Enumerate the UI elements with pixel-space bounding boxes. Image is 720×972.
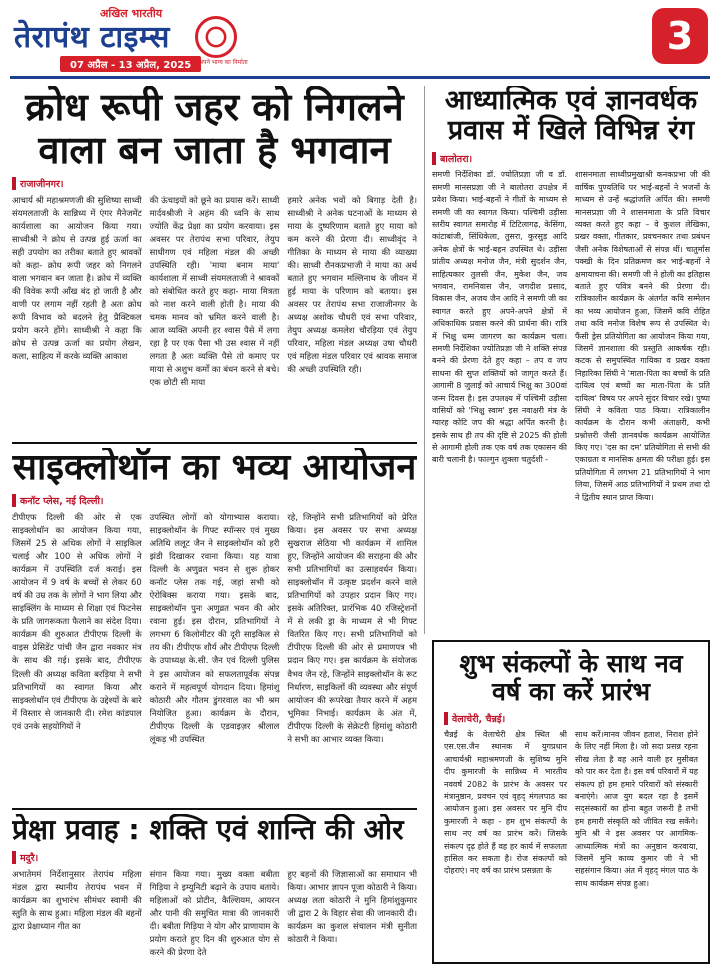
story-cyclothon-headline: साइक्लोथॉन का भव्य आयोजन xyxy=(12,448,417,488)
story-navvarsh-col-2: साथ करें।मानव जीवन हताश, निराश होने के लिए नहीं मिला है। जो सदा प्रसन्न रहना सीख लेता है वह आने वाली हर मुसीबत को पार कर देता है। इस वर्ष परिवारों में यह संकल्प हो हम हमारे परिवारों को संस्कारी बनाएंगे। आज युग बदल रहा है इसमें सद्संस्कारों का होना बहुत जरूरी है तभी हम हमारी संस्कृति को जीवित रख सकेंगे। मुनि श्री ने इस अवसर पर आगमिक-आध्यात्मिक मंत्रों का अनुष्ठान करवाया, जिसमें मुनि काव्य कुमार जी ने भी सहसंगान किया। अंत में वृहद् मंगल पाठ के साथ कार्यक्रम संपन्न हुआ। xyxy=(575,730,698,888)
story-navvarsh-body xyxy=(444,729,698,890)
story-krodh-dateline: राजाजीनगर। xyxy=(12,177,63,190)
story-navvarsh-col-1: चैन्नई के वेलाचेरी क्षेत्र स्थित श्री एस.एस.जैन स्थानक में युगप्रधान आचार्यश्री महाश्रमणजी के सुशिष्य मुनि दीप कुमारजी के सान्निध्य में भारतीय नववर्ष 2082 के प्रारंभ के अवसर पर मंत्रानुष्ठान, प्रवचन एवं वृहद् मंगलपाठ का आयोजन हुआ। इस अवसर पर मुनि दीप कुमारजी ने कहा - हम शुभ संकल्पों के साथ नए वर्ष का प्रारंभ करें। जिसके संकल्प दृढ़ होते हैं वह हर कार्य में सफलता हासिल कर सकता है। रोज संकल्पों को दोहराएं। नए वर्ष का प्रारंभ प्रसन्नता के xyxy=(444,730,567,876)
story-pravas xyxy=(432,86,710,634)
column-divider xyxy=(424,86,425,634)
story-navvarsh xyxy=(432,640,710,964)
story-pravas-dateline: बालोतरा। xyxy=(432,152,472,165)
terapanth-logo-icon xyxy=(195,16,237,58)
section-rule xyxy=(12,442,417,444)
logo-tagline: मैं हूँ अपने भाग्य का निर्माता xyxy=(188,59,248,66)
story-preksha-col-3: हुए बहनों की जिज्ञासाओं का समाधान भी किया। आभार ज्ञापन पूजा कोठारी ने किया। अध्यक्ष लता कोठारी ने मुनि हिमांशुकुमार जी द्वारा 2 के विहार सेवा की जानकारी दी। कार्यक्रम का कुशल संचालन मंत्री सुनीता कोठारी ने किया। xyxy=(287,869,417,945)
story-cyclothon-dateline: कनॉट प्लेस, नई दिल्ली। xyxy=(12,494,104,507)
masthead-prefix: अखिल भारतीय xyxy=(100,7,163,20)
story-krodh xyxy=(12,86,417,438)
masthead-rule xyxy=(10,76,710,79)
section-rule xyxy=(12,808,417,810)
story-pravas-body xyxy=(432,169,710,504)
story-krodh-col-2: की ऊंचाइयों को छूने का प्रयास करें। साध्वी मार्दवश्रीजी ने अहंम की ध्वनि के साथ ज्योति केंद्र प्रेक्षा का प्रयोग करवाया। इस अवसर पर तेरापंथ सभा परिवार, तेयुप साधीगण एवं महिला मंडल की अच्छी उपस्थिति रही। 'माया बनाम माया' कार्यशाला में साध्वी संयमलताजी ने श्रावकों को संबोधित करते हुए कहा- माया मित्रता को नाश करने वाली होती है। माया की चमक मानव को भ्रमित करने वाली है। आज व्यक्ति अपनी हर श्वास पैसे में लगा रहा है पर एक पैसा भी उस श्वास में नहीं लगता है अतः व्यक्ति पैसे तो कमाए पर माया से अशुभ कर्मों का बंधन करने से बचे। एक छोटी सी माया xyxy=(149,195,280,388)
story-preksha-dateline: मदुरै। xyxy=(12,851,38,864)
story-cyclothon-col-3: रहे, जिन्होंने सभी प्रतिभागियों को प्रेरित किया। इस अवसर पर सभा अध्यक्ष सुखराज सेठिया भी कार्यक्रम में शामिल हुए, जिन्होंने आयोजन की सराहना की और सभी प्रतिभागियों का उत्साहवर्धन किया। साइक्लोथॉन में उत्कृष्ट प्रदर्शन करने वाले प्रतिभागियों को उपहार प्रदान किए गए। इसके अतिरिक्त, प्रारंभिक 40 रजिस्ट्रेशनों में से लकी ड्रा के माध्यम से भी गिफ्ट वितरित किए गए। सभी प्रतिभागियों को टीपीएफ दिल्ली की ओर से प्रमाणपत्र भी प्रदान किए गए। इस कार्यक्रम के संयोजक वैभव जैन रहे, जिन्होंने साइक्लोथॉन के रूट निर्धारण, साइकिलों की व्यवस्था और संपूर्ण आयोजन की रूपरेखा तैयार करने में अहम भूमिका निभाई। कार्यक्रम के अंत में, टीपीएफ दिल्ली के सेक्रेटरी हिमांशु कोठारी ने सभी का आभार व्यक्त किया। xyxy=(287,512,417,744)
story-preksha xyxy=(12,814,417,966)
masthead-title: तेरापंथ टाइम्स xyxy=(14,20,170,55)
story-pravas-col-2: शासनमाता साध्वीप्रमुखाश्री कनकप्रभा जी की वार्षिक पुण्यतिथि पर भाई-बहनों ने भजनों के माध्यम से उन्हें श्रद्धांजलि अर्पित की। समणी मानसप्रज्ञा जी ने शासनमाता के प्रति विचार व्यक्त करते हुए कहा – वे कुशल लेखिका, प्रखर वक्ता, गीतकार, प्रवचनकार तथा प्रबंधन जैसी अनेक विशेषताओं से संपन्न थीं। चातुर्मास पक्खी के दिन प्रतिक्रमण कर भाई-बहनों ने क्षमायाचना की। समणी जी ने होली का इतिहास बताते हुए पवित्र बनने की प्रेरणा दी। रात्रिकालीन कार्यक्रम के अंतर्गत कवि सम्मेलन का भव्य आयोजन हुआ, जिसमें कवि रोहित तथा कवि मनोज विशेष रूप से उपस्थित थे। फैंसी ड्रेस प्रतियोगिता का आयोजन किया गया, जिसमें ज्ञानशाला की प्रस्तुति आकर्षक रही। कटक से समुपस्थित गायिका व प्रखर वक्ता निहारिका सिंघी ने 'माता-पिता का बच्चों के प्रति दायित्व एवं बच्चों का माता-पिता के प्रति दायित्व' विषय पर अपने सुंदर विचार रखे। पुष्पा सिंघी ने कविता पाठ किया। रात्रिकालीन कार्यक्रम के दौरान कभी अंताक्षरी, कभी प्रश्नोत्तरी जैसी ज्ञानवर्धक कार्यक्रम आयोजित किए गए। 'दस का दम' प्रतियोगिता से सभी की एकाग्रता व मानसिक क्षमता की परीक्षा हुई। इस प्रतियोगिता में लगभग 21 प्रतिभागियों ने भाग लिया, जिसमें आठ प्रतिभागियों ने प्रथम तथा दो ने द्वितीय स्थान प्राप्त किया। xyxy=(575,170,710,502)
story-krodh-body xyxy=(12,194,417,389)
story-preksha-headline: प्रेक्षा प्रवाह : शक्ति एवं शान्ति की ओर xyxy=(12,814,404,846)
story-preksha-col-1: अभातेममं निर्देशानुसार तेरापंथ महिला मंडल द्वारा स्थानीय तेरापंथ भवन में कार्यक्रम का शुभारंभ सीमंधर स्वामी की स्तुति के साथ हुआ। महिला मंडल की बहनों द्वारा प्रेक्षाध्यान गीत का xyxy=(12,869,142,932)
issue-dates: 07 अप्रैल - 13 अप्रैल, 2025 xyxy=(60,56,201,72)
story-cyclothon-body xyxy=(12,511,417,745)
story-cyclothon xyxy=(12,448,417,803)
story-pravas-headline: आध्यात्मिक एवं ज्ञानवर्धक प्रवास में खिले विभिन्न रंग xyxy=(444,86,698,147)
story-krodh-col-1: आचार्य श्री महाश्रमणजी की सुशिष्या साध्वी संयमलताजी के सान्निध्य में एंगर मैनेजमेंट कार्यशाला का आयोजन किया गया। साध्वीश्री ने क्रोध से उत्पन्न हुई ऊर्जा का सही उपयोग का तरीका बताते हुए श्रावकों को कहा- क्रोध रूपी जहर को निगलने वाला भगवान बन जाता है। क्रोध में व्यक्ति की विवेक रूपी आँख बंद हो जाती है और वाणी पर लगाम नहीं रहती है अतः क्रोध रूपी विभाव को बदलने हेतु प्रैक्टिकल प्रयोग करने होंगे। साध्वीश्री ने कहा कि क्रोध से उत्पन्न ऊर्जा का प्रयोग लेखन, कला, साहित्य में करके व्यक्ति आकाश xyxy=(12,195,142,362)
story-preksha-col-2: संगान किया गया। मुख्य वक्ता बबीता गिड़िया ने इम्युनिटी बढ़ाने के उपाय बताये। महिलाओं को प्रोटीन, कैल्शियम, आयरन और पानी की समुचित मात्रा की जानकारी दी। बबीता गिड़िया ने योग और प्राणायाम के प्रयोग कराते हुए दिन की शुरुआत योग से करने की प्रेरणा देते xyxy=(149,869,280,958)
story-krodh-col-3: हमारे अनेक भवों को बिगाड़ देती है। साध्वीश्री ने अनेक घटनाओं के माध्यम से माया के दुष्परिणाम बताते हुए माया को कम करने की प्रेरणा दी। साध्वीवृंद ने गीतिका के माध्यम से माया की व्याख्या की। साध्वी रौनकप्रभाजी ने माया का अर्थ बताते हुए भगवान मल्लिनाथ के जीवन में हुई माया के परिणाम को बताया। इस अवसर पर तेरापंथ सभा राजाजीनगर के अध्यक्ष अशोक चौधरी एवं सभा परिवार, तेयुप अध्यक्ष कमलेश चौरड़िया एवं तेयुप परिवार, महिला मंडल अध्यक्ष उषा चौधरी एवं महिला मंडल परिवार एवं श्रावक समाज की अच्छी उपस्थिति रही। xyxy=(287,195,417,375)
story-navvarsh-headline: शुभ संकल्पों के साथ नव वर्ष का करें प्रारंभ xyxy=(459,649,683,706)
story-navvarsh-dateline: वेलाचेरी, चैन्नई। xyxy=(444,712,505,725)
story-preksha-body xyxy=(12,868,417,959)
story-cyclothon-col-1: टीपीएफ दिल्ली की ओर से एक साइक्लोथॉन का आयोजन किया गया, जिसमें 25 से अधिक लोगों ने साइकिल चलाई और 100 से अधिक लोगों ने कार्यक्रम में उपस्थिति दर्ज कराई। इस आयोजन में 9 वर्ष के बच्चों से लेकर 60 वर्ष की उम्र तक के लोगों ने भाग लिया और साइक्लिंग के माध्यम से शिक्षा एवं फिटनेस के प्रति जागरूकता फैलाने का संदेश दिया। कार्यक्रम की शुरुआत टीपीएफ दिल्ली के वाइस प्रेसिडेंट पांची जैन द्वारा नवकार मंत्र के साथ की गई। इसके बाद, टीपीएफ दिल्ली की अध्यक्ष कविता बरड़िया ने सभी प्रतिभागियों का स्वागत किया और साइक्लोथॉन एवं टीपीएफ के उद्देश्यों के बारे में विस्तार से जानकारी दी। रमेश कांडपाल एवं उनके सहयोगियों ने xyxy=(12,512,142,731)
masthead xyxy=(0,0,720,76)
story-pravas-col-1: समणी निर्देशिका डॉ. ज्योतिप्रज्ञा जी व डॉ. समणी मानसप्रज्ञा जी ने बालोतरा उपक्षेत्र में प्रवेश किया। भाई-बहनों ने गीतों के माध्यम से समणी जी का स्वागत किया। पश्चिमी उड़ीसा स्तरीय स्वागत समारोह में टिटिलागढ़, केसिंगा, कांटाबांजी, सिंधिकेला, तुसरा, कुरसुड़ आदि अनेक क्षेत्रों के भाई-बहन उपस्थित थे। उड़ीसा प्रांतीय अध्यक्ष मनोज जैन, मंत्री सुदर्शन जैन, साहित्यकार तुलसी जैन, मुकेश जैन, जय भगवान, रामनिवास जैन, जगदीश प्रसाद, विकास जैन, अजय जैन आदि ने समणी जी का स्वागत करते हुए अपने-अपने क्षेत्रों में अधिकाधिक प्रवास करने की प्रार्थना की। रात्रि में भिक्षु धम्म जागरण का कार्यक्रम चला। समणी निर्देशिका ज्योतिप्रज्ञा जी ने शक्ति संपन्न बनने की प्रेरणा देते हुए कहा – तप व जप साधना की सुप्त शक्तियों को जागृत करते हैं। आगामी 8 जुलाई को आचार्य भिक्षु का 300वां जन्म दिवस है। इस उपलक्ष्य में पश्चिमी उड़ीसा वासियों को 'भिक्षु स्वाम' इस नवाक्षरी मंत्र के ग्यारह कोटि जप की श्रद्धा अर्पित करनी है। इसके साथ ही तप की दृष्टि से 2025 की होली से आगामी होली तक एक वर्ष तक एकासन की बारी चलानी है। फाल्गुन शुक्ला चतुर्दशी - xyxy=(432,170,567,465)
story-cyclothon-col-2: उपस्थित लोगों को योगाभ्यास कराया। साइक्लोथॉन के गिफ्ट स्पॉन्सर एवं मुख्य अतिथि ललूट जैन ने साइक्लोथॉन को हरी झंडी दिखाकर रवाना किया। यह यात्रा दिल्ली के अणुव्रत भवन से शुरू होकर कनॉट प्लेस तक गई, जहां सभी को ऐरोबिक्स कराया गया। इसके बाद, साइक्लोथॉन पुनः अणुव्रत भवन की ओर रवाना हुई। इस दौरान, प्रतिभागियों ने लगभग 6 किलोमीटर की दूरी साइकिल से तय की। टीपीएफ शौर्य और टीपीएफ दिल्ली के उपाध्यक्ष के.सी. जैन एवं दिल्ली पुलिस ने इस आयोजन को सफलतापूर्वक संपन्न कराने में महत्वपूर्ण योगदान दिया। हिमांशु कोठारी और गौतम डुंगरवाल का भी श्रम नियोजित हुआ। कार्यक्रम के दौरान, टीपीएफ दिल्ली के एडवाइज़र श्रीलाल लूंकड़ भी उपस्थित xyxy=(149,512,280,744)
story-krodh-headline: क्रोध रूपी जहर को निगलने वाला बन जाता है भगवान xyxy=(25,86,404,172)
page-number: 3 xyxy=(652,8,708,64)
